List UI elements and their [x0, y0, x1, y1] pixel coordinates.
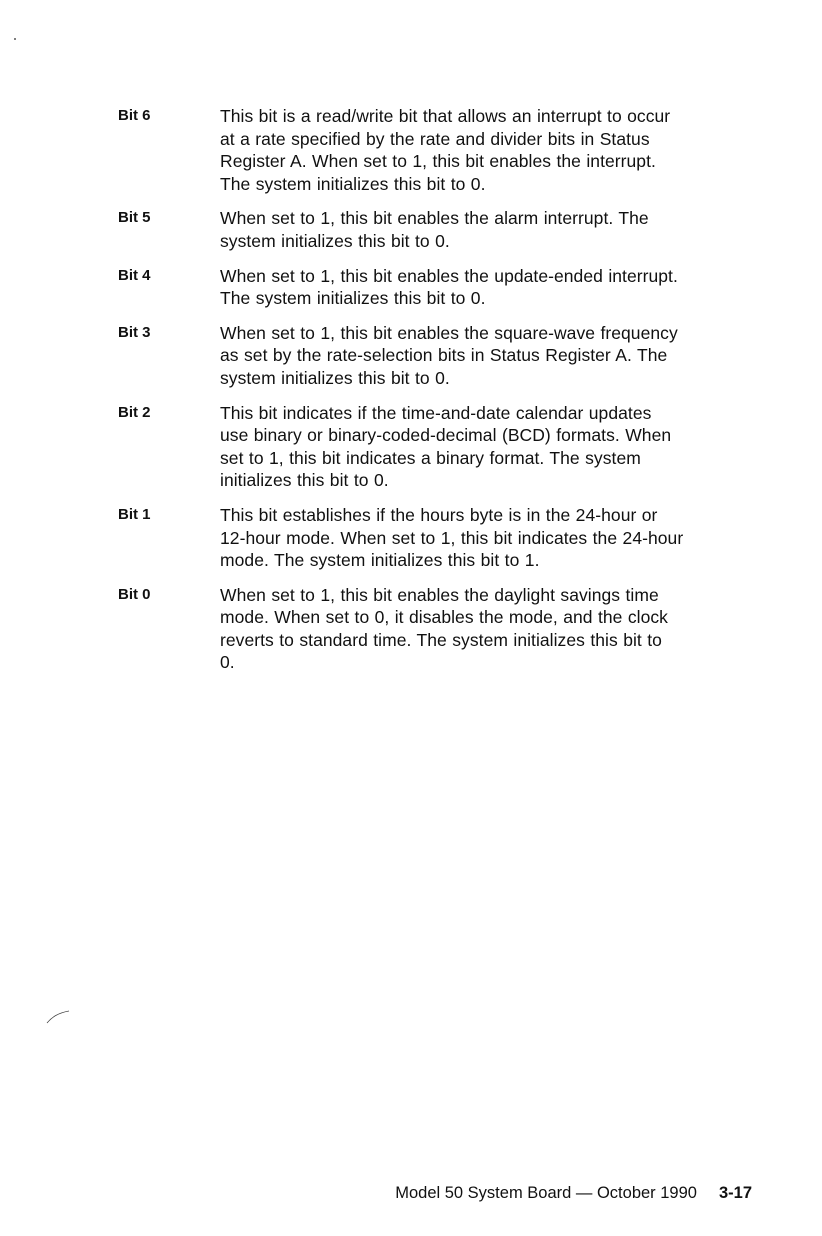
page-number: 3-17: [718, 1184, 752, 1202]
bit-definition: [118, 402, 768, 492]
description-line: initializes this bit to 0.: [220, 470, 389, 491]
description-line: mode. The system initializes this bit to 1.: [220, 550, 540, 571]
description-line: When set to 1, this bit enables the alarm interrupt. The: [220, 208, 649, 229]
description-line: When set to 1, this bit enables the daylight savings time: [220, 584, 659, 605]
bit-label: Bit 5: [118, 209, 151, 227]
bit-label: Bit 6: [118, 107, 151, 124]
description-line: This bit indicates if the time-and-date calendar updates: [220, 402, 652, 423]
bit-definitions-list: [118, 105, 768, 686]
description-line: mode. When set to 0, it disables the mode, and the clock: [220, 607, 668, 628]
bit-label: Bit 2: [118, 403, 151, 421]
description-line: system initializes this bit to 0.: [220, 230, 450, 251]
bit-label: Bit 0: [118, 585, 151, 603]
bit-description: [220, 265, 768, 310]
bit-definition: [118, 584, 768, 674]
description-line: reverts to standard time. The system initializes this bit to: [220, 629, 662, 650]
bit-definition: [118, 105, 768, 195]
bit-definition: [118, 504, 768, 572]
bit-description: [220, 322, 768, 390]
description-line: The system initializes this bit to 0.: [220, 288, 486, 309]
description-line: 12-hour mode. When set to 1, this bit indicates the 24-hour: [220, 527, 684, 548]
description-line: When set to 1, this bit enables the square-wave frequency: [220, 322, 678, 343]
bit-description: [220, 105, 768, 195]
bit-description: [220, 207, 768, 252]
footer-title: Model 50 System Board — October 1990: [395, 1184, 697, 1202]
description-line: at a rate specified by the rate and divider bits in Status: [220, 128, 650, 149]
bit-label: Bit 3: [118, 323, 151, 341]
scan-speck: [14, 38, 16, 40]
description-line: 0.: [220, 652, 235, 673]
description-line: as set by the rate-selection bits in Status Register A. The: [220, 345, 668, 366]
bit-description: [220, 584, 768, 674]
bit-label: Bit 4: [118, 266, 151, 284]
bit-definition: [118, 322, 768, 390]
description-line: set to 1, this bit indicates a binary format. The system: [220, 447, 641, 468]
description-line: system initializes this bit to 0.: [220, 367, 450, 388]
bit-definition: [118, 207, 768, 252]
description-line: use binary or binary-coded-decimal (BCD) formats. When: [220, 425, 672, 446]
bit-label: Bit 1: [118, 505, 151, 523]
bit-description: [220, 402, 768, 492]
page-footer: [395, 1184, 752, 1203]
pen-mark: [46, 1010, 70, 1024]
description-line: The system initializes this bit to 0.: [220, 173, 486, 194]
description-line: Register A. When set to 1, this bit enables the interrupt.: [220, 151, 656, 172]
bit-description: [220, 504, 768, 572]
description-line: When set to 1, this bit enables the update-ended interrupt.: [220, 265, 678, 286]
description-line: This bit establishes if the hours byte is in the 24-hour or: [220, 504, 658, 525]
description-line: This bit is a read/write bit that allows an interrupt to occur: [220, 106, 671, 126]
bit-definition: [118, 265, 768, 310]
